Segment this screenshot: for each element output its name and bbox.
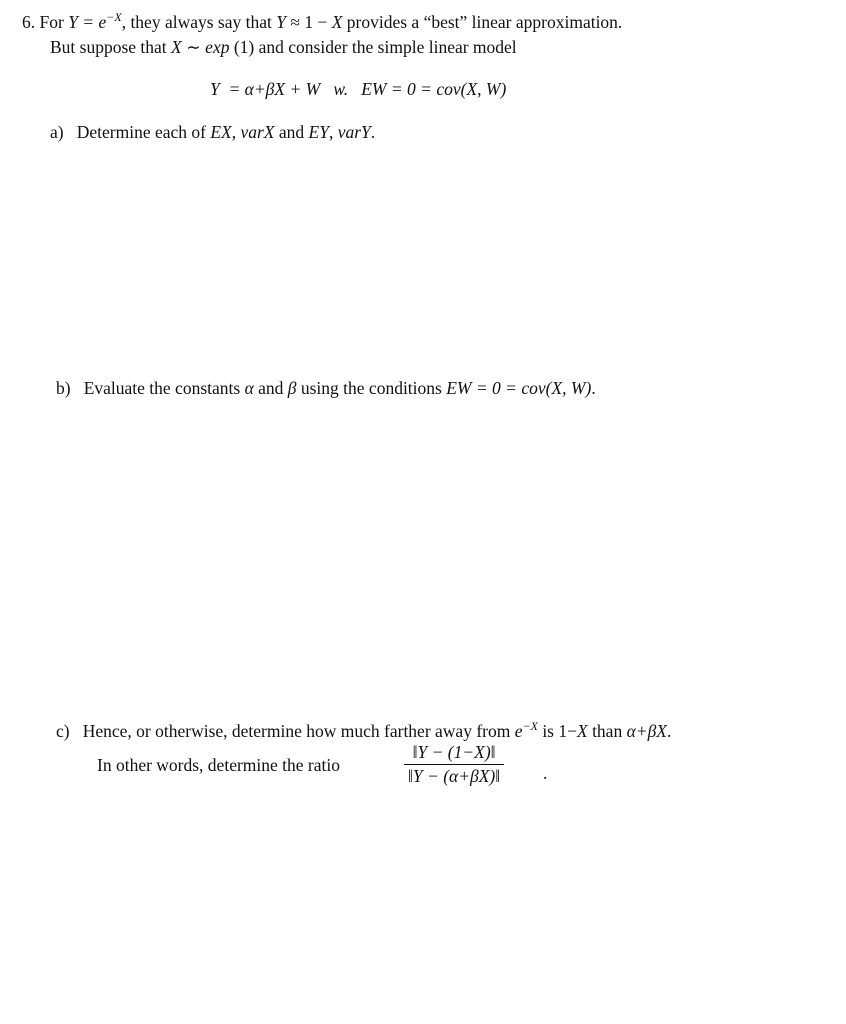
part-c bbox=[56, 721, 671, 742]
problem-lead: 6. For bbox=[22, 12, 69, 32]
part-b-label: b) bbox=[56, 378, 71, 398]
end-period: . bbox=[370, 122, 376, 142]
alpha: α bbox=[244, 378, 254, 398]
problem-tail: provides a “best” linear approximation. bbox=[342, 12, 623, 32]
e: e bbox=[514, 721, 523, 741]
exponent-neg-x: −X bbox=[106, 10, 122, 24]
problem-line-2 bbox=[50, 37, 517, 58]
problem-line-1 bbox=[22, 12, 622, 33]
ratio-fraction bbox=[404, 742, 504, 787]
beta: β bbox=[287, 378, 297, 398]
part-c-line-2 bbox=[97, 755, 340, 776]
line2-tail: (1) and consider the simple linear model bbox=[229, 37, 517, 57]
var-y: Y bbox=[68, 12, 78, 32]
sep: , bbox=[231, 122, 241, 142]
model-w-label: w. bbox=[333, 79, 349, 99]
line2-lead: But suppose that bbox=[50, 37, 172, 57]
part-b bbox=[56, 378, 596, 399]
problem-mid: , they always say that bbox=[121, 12, 277, 32]
expr-vary: varY bbox=[337, 122, 371, 142]
model-lhs: Y bbox=[210, 79, 220, 99]
part-a bbox=[50, 122, 375, 143]
ratio-period bbox=[543, 763, 547, 784]
sep: , bbox=[328, 122, 338, 142]
var-y-2: Y bbox=[276, 12, 286, 32]
and: and bbox=[274, 122, 309, 142]
end-period: . bbox=[666, 721, 672, 741]
ratio-denominator: ‖Y − (α+βX)‖ bbox=[408, 766, 501, 786]
model-rhs: = α+βX + W bbox=[228, 79, 321, 99]
approx-expr: ≈ 1 − bbox=[285, 12, 332, 32]
expr-ex: EX bbox=[210, 122, 232, 142]
dist-symbol: ∼ bbox=[181, 37, 206, 57]
model-equation bbox=[210, 79, 506, 100]
ratio-end: . bbox=[543, 763, 548, 783]
end-period: . bbox=[591, 378, 596, 398]
part-c-label: c) bbox=[56, 721, 70, 741]
expr-varx: varX bbox=[240, 122, 275, 142]
var-x: X bbox=[171, 37, 182, 57]
ratio-numerator: ‖Y − (1−X)‖ bbox=[404, 742, 504, 765]
part-a-label: a) bbox=[50, 122, 64, 142]
part-b-mid: using the conditions bbox=[296, 378, 447, 398]
and: and bbox=[253, 378, 288, 398]
model-expr: α+βX bbox=[626, 721, 667, 741]
part-a-lead: Determine each of bbox=[76, 122, 211, 142]
part-c-lead: Hence, or otherwise, determine how much farther away from bbox=[82, 721, 515, 741]
exp-label: exp bbox=[205, 37, 230, 57]
model-conditions: EW = 0 = cov(X, W) bbox=[361, 79, 507, 99]
part-c-than: than bbox=[587, 721, 627, 741]
part-b-lead: Evaluate the constants bbox=[83, 378, 245, 398]
expr-ey: EY bbox=[308, 122, 329, 142]
eq-e: = e bbox=[77, 12, 107, 32]
var-x: X bbox=[576, 721, 588, 741]
part-c-line2-text: In other words, determine the ratio bbox=[97, 755, 340, 775]
var-x: X bbox=[331, 12, 343, 32]
part-b-conditions: EW = 0 = cov(X, W) bbox=[446, 378, 592, 398]
exponent-neg-x: −X bbox=[522, 719, 538, 733]
part-c-mid: is 1− bbox=[537, 721, 577, 741]
